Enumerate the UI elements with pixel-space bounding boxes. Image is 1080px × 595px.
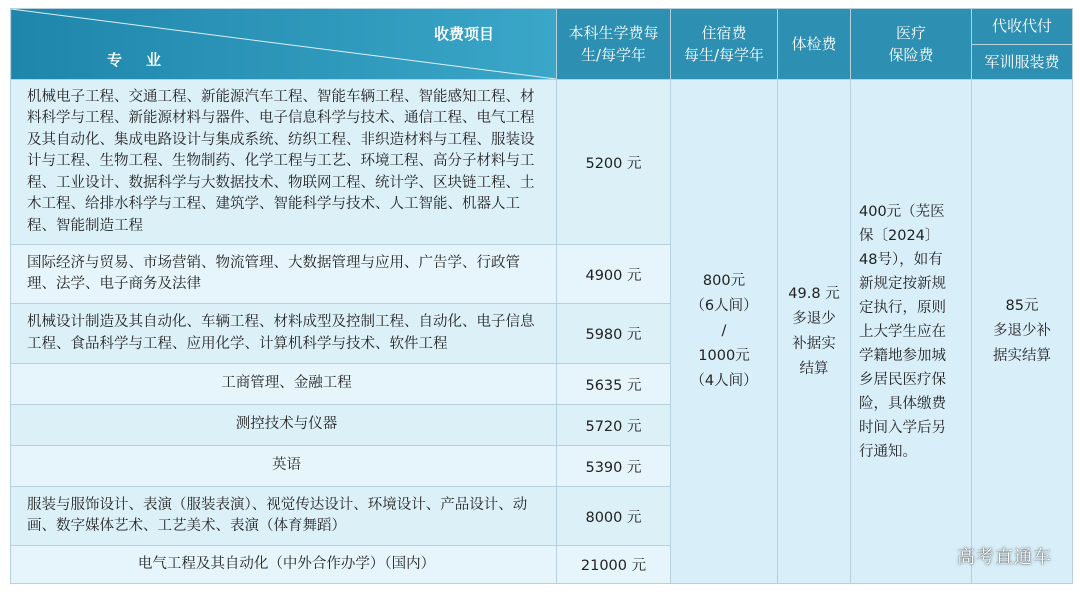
fee-table xyxy=(10,8,1073,584)
lodging-line: （6人间） xyxy=(690,298,758,314)
lodging-fee-cell xyxy=(671,80,778,584)
major-cell: 英语 xyxy=(11,446,557,487)
header-tuition-line1: 本科生学费每 xyxy=(568,24,659,42)
tuition-cell: 8000 元 xyxy=(557,487,671,546)
military-line: 85元 xyxy=(1005,298,1039,314)
header-lodging-line2: 每生/每学年 xyxy=(683,46,765,64)
header-physical: 体检费 xyxy=(778,9,851,80)
major-cell: 服装与服饰设计、表演（服装表演）、视觉传达设计、环境设计、产品设计、动画、数字媒体艺术、工艺美术、表演（体育舞蹈） xyxy=(11,487,557,546)
lodging-line: 800元 xyxy=(702,273,746,289)
medical-fee-cell xyxy=(851,80,972,584)
header-tuition xyxy=(557,9,671,80)
watermark-text: 高考直通车 xyxy=(957,547,1052,568)
medical-line: 新规定按新规 xyxy=(859,275,946,292)
header-tuition-line2: 生/每学年 xyxy=(580,46,647,64)
medical-line: 48号），如有 xyxy=(859,251,943,268)
major-cell: 工商管理、金融工程 xyxy=(11,364,557,405)
physical-fee-cell xyxy=(778,80,851,584)
military-line: 多退少补 xyxy=(993,323,1051,339)
tuition-cell: 5390 元 xyxy=(557,446,671,487)
header-lodging-line1: 住宿费 xyxy=(701,24,747,42)
tuition-cell: 5720 元 xyxy=(557,405,671,446)
medical-line: 行通知。 xyxy=(859,443,917,460)
medical-line: 乡居民医疗保 xyxy=(859,371,946,388)
tuition-cell: 21000 元 xyxy=(557,546,671,584)
tuition-cell: 5980 元 xyxy=(557,304,671,364)
medical-line: 时间入学后另 xyxy=(859,419,946,436)
header-fee-item-major xyxy=(11,9,557,80)
military-fee-cell xyxy=(972,80,1073,584)
major-cell: 机械电子工程、交通工程、新能源汽车工程、智能车辆工程、智能感知工程、材料科学与工程、新能源材料与器件、电子信息科学与技术、通信工程、电气工程及其自动化、集成电路设计与集成系统、纺织工程、非织造材料与工程、服装设计与工程、生物工程、生物制药、化学工程与工艺、环境工程、高分子材料与工程、工业设计、数据科学与大数据技术、物联网工程、统计学、区块链工程、土木工程、给排水科学与工程、建筑学、智能科学与技术、人工智能、机器人工程、智能制造工程 xyxy=(11,80,557,245)
medical-line: 上大学生应在 xyxy=(859,323,946,340)
medical-line: 学籍地参加城 xyxy=(859,347,946,364)
header-military: 军训服装费 xyxy=(972,44,1073,80)
header-medical-line1: 医疗 xyxy=(895,24,926,42)
physical-line: 多退少 xyxy=(792,310,836,327)
lodging-line: / xyxy=(721,323,727,339)
header-medical xyxy=(851,9,972,80)
tuition-cell: 5635 元 xyxy=(557,364,671,405)
major-cell: 机械设计制造及其自动化、车辆工程、材料成型及控制工程、自动化、电子信息工程、食品科学与工程、应用化学、计算机科学与技术、软件工程 xyxy=(11,304,557,364)
medical-line: 保〔2024〕 xyxy=(859,227,940,244)
header-fee-item: 收费项目 xyxy=(433,25,494,43)
physical-line: 补据实 xyxy=(792,335,836,352)
header-agency: 代收代付 xyxy=(972,9,1073,45)
medical-line: 定执行，原则 xyxy=(859,299,946,316)
major-cell: 测控技术与仪器 xyxy=(11,405,557,446)
header-medical-line2: 保险费 xyxy=(888,46,934,64)
major-cell: 电气工程及其自动化（中外合作办学）（国内） xyxy=(11,546,557,584)
physical-line: 49.8 元 xyxy=(788,285,840,302)
medical-line: 400元（芜医 xyxy=(859,203,945,220)
header-lodging xyxy=(671,9,778,80)
tuition-cell: 5200 元 xyxy=(557,80,671,245)
header-major: 专业 xyxy=(107,51,186,69)
physical-line: 结算 xyxy=(799,360,829,377)
tuition-cell: 4900 元 xyxy=(557,245,671,304)
military-line: 据实结算 xyxy=(993,348,1051,364)
medical-line: 险，具体缴费 xyxy=(859,395,946,412)
major-cell: 国际经济与贸易、市场营销、物流管理、大数据管理与应用、广告学、行政管理、法学、电子商务及法律 xyxy=(11,245,557,304)
lodging-line: 1000元 xyxy=(698,348,750,364)
lodging-line: （4人间） xyxy=(690,373,758,389)
